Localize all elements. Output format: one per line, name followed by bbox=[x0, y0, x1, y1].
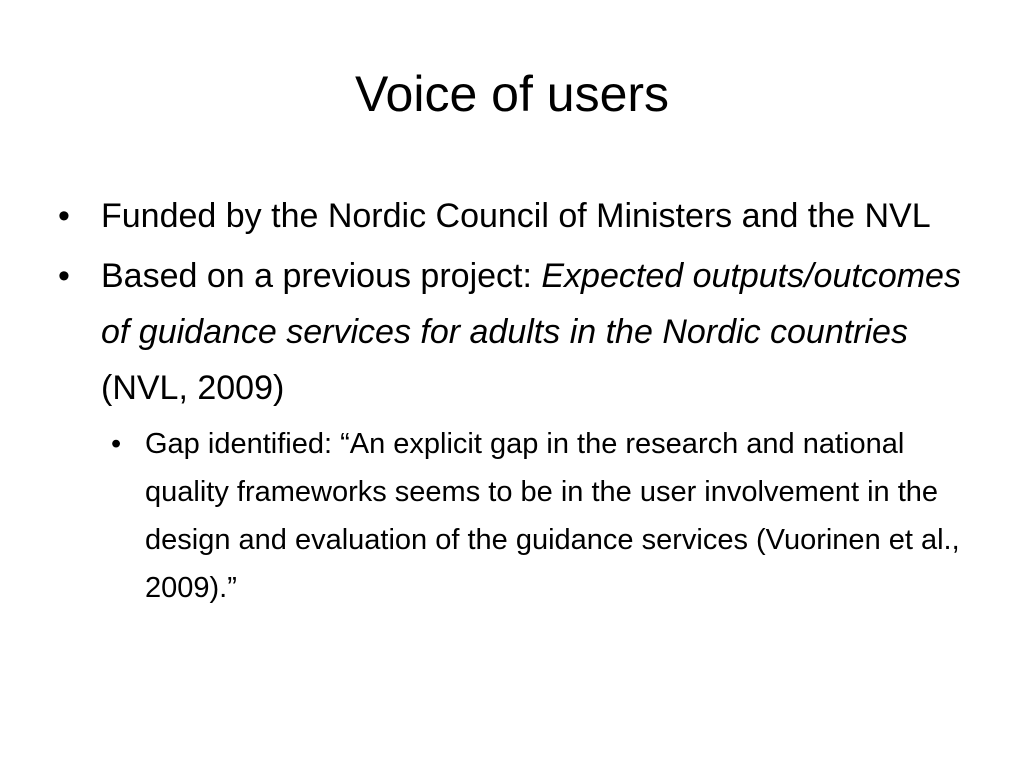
bullet-text-1: Funded by the Nordic Council of Ministers and the NVL bbox=[101, 197, 931, 235]
sub-bullet-icon: • bbox=[111, 428, 122, 460]
sub-bullet-item-1 bbox=[101, 420, 976, 612]
bullet-text-2-suffix: (NVL, 2009) bbox=[101, 369, 285, 407]
sub-bullet-text-1: Gap identified: “An explicit gap in the research and national quality frameworks seems to be in the user involvement in the design and evaluation of the guidance services (Vuorinen et al., 2009).” bbox=[145, 428, 960, 604]
bullet-item-2 bbox=[56, 248, 976, 416]
slide-body bbox=[56, 188, 976, 612]
bullet-icon: • bbox=[58, 197, 70, 235]
bullet-text-2-italic-title: Expected outputs/outcomes of guidance services for adults in the Nordic countries bbox=[101, 257, 961, 351]
bullet-icon: • bbox=[58, 257, 70, 295]
slide-title: Voice of users bbox=[354, 66, 670, 122]
bullet-item-1 bbox=[56, 188, 976, 244]
bullet-text-2-prefix: Based on a previous project: bbox=[101, 257, 542, 295]
